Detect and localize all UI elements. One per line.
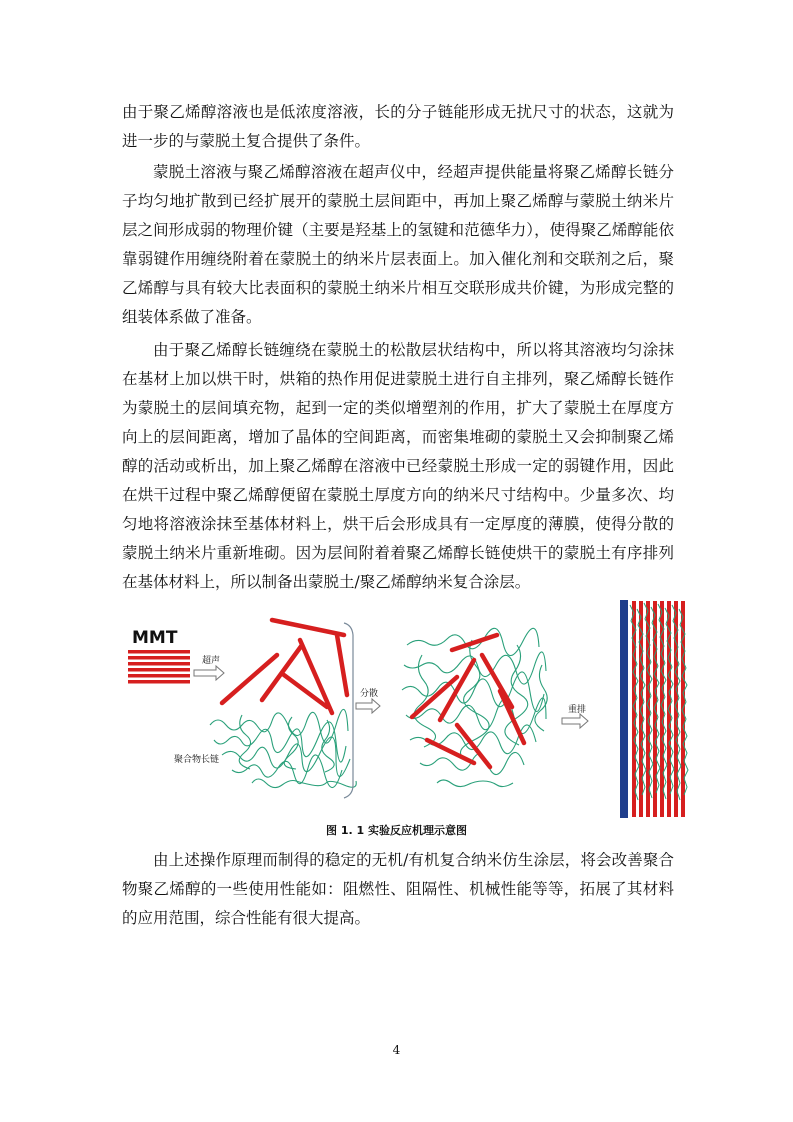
figure-caption: 图 1. 1 实验反应机理示意图 [326, 824, 467, 837]
paragraph-1: 由于聚乙烯醇溶液也是低浓度溶液，长的分子链能形成无扰尺寸的状态，这就为进一步的与蒙脱土复合提供了条件。 [122, 103, 674, 150]
ultrasound-label: 超声 [202, 656, 221, 666]
ordered-coating [620, 600, 688, 818]
page-number: 4 [392, 1043, 401, 1057]
exfoliated-platelets [222, 620, 347, 713]
mmt-label: MMT [132, 628, 178, 648]
polymer-chains [210, 709, 356, 787]
paragraph-4: 由上述操作原理而制得的稳定的无机/有机复合纳米仿生涂层，将会改善聚合物聚乙烯醇的一些使用性能如：阻燃性、阻隔性、机械性能等等，拓展了其材料的应用范围，综合性能有很大提高。 [122, 851, 674, 927]
mechanism-figure [122, 595, 692, 820]
paragraph-3: 由于聚乙烯醇长链缠绕在蒙脱土的松散层状结构中，所以将其溶液均匀涂抹在基材上加以烘干时，烘箱的热作用促进蒙脱土进行自主排列，聚乙烯醇长链作为蒙脱土的层间填充物，起到一定的类似增塑剂的作用，扩大了蒙脱土在厚度方向上的层间距离，增加了晶体的空间距离，而密集堆砌的蒙脱土又会抑制聚乙烯醇的活动或析出，加上聚乙烯醇在溶液中已经蒙脱土形成一定的弱键作用，因此在烘干过程中聚乙烯醇便留在蒙脱土厚度方向的纳米尺寸结构中。少量多次、均匀地将溶液涂抹至基体材料上，烘干后会形成具有一定厚度的薄膜，使得分散的蒙脱土纳米片重新堆砌。因为层间附着着聚乙烯醇长链使烘干的蒙脱土有序排列在基体材料上，所以制备出蒙脱土/聚乙烯醇纳米复合涂层。 [122, 341, 674, 591]
mmt-stack [128, 650, 190, 684]
restack-arrow-icon [562, 714, 588, 728]
disperse-label: 分散 [360, 689, 379, 699]
disperse-arrow-icon [356, 699, 380, 713]
polymer-chain-label: 聚合物长链 [174, 755, 220, 765]
paragraph-2: 蒙脱土溶液与聚乙烯醇溶液在超声仪中，经超声提供能量将聚乙烯醇长链分子均匀地扩散到已经扩展开的蒙脱土层间距中，再加上聚乙烯醇与蒙脱土纳米片层之间形成弱的物理价键（主要是羟基上的氢键和范德华力），使得聚乙烯醇能依靠弱键作用缠绕附着在蒙脱土的纳米片层表面上。加入催化剂和交联剂之后，聚乙烯醇与具有较大比表面积的蒙脱土纳米片相互交联形成共价键，为形成完整的组装体系做了准备。 [122, 163, 674, 326]
substrate-bar [620, 600, 628, 818]
restack-label: 重排 [568, 705, 587, 715]
dispersed-composite [402, 628, 547, 786]
ultrasound-arrow-icon [194, 666, 224, 680]
mechanism-diagram [122, 595, 692, 820]
